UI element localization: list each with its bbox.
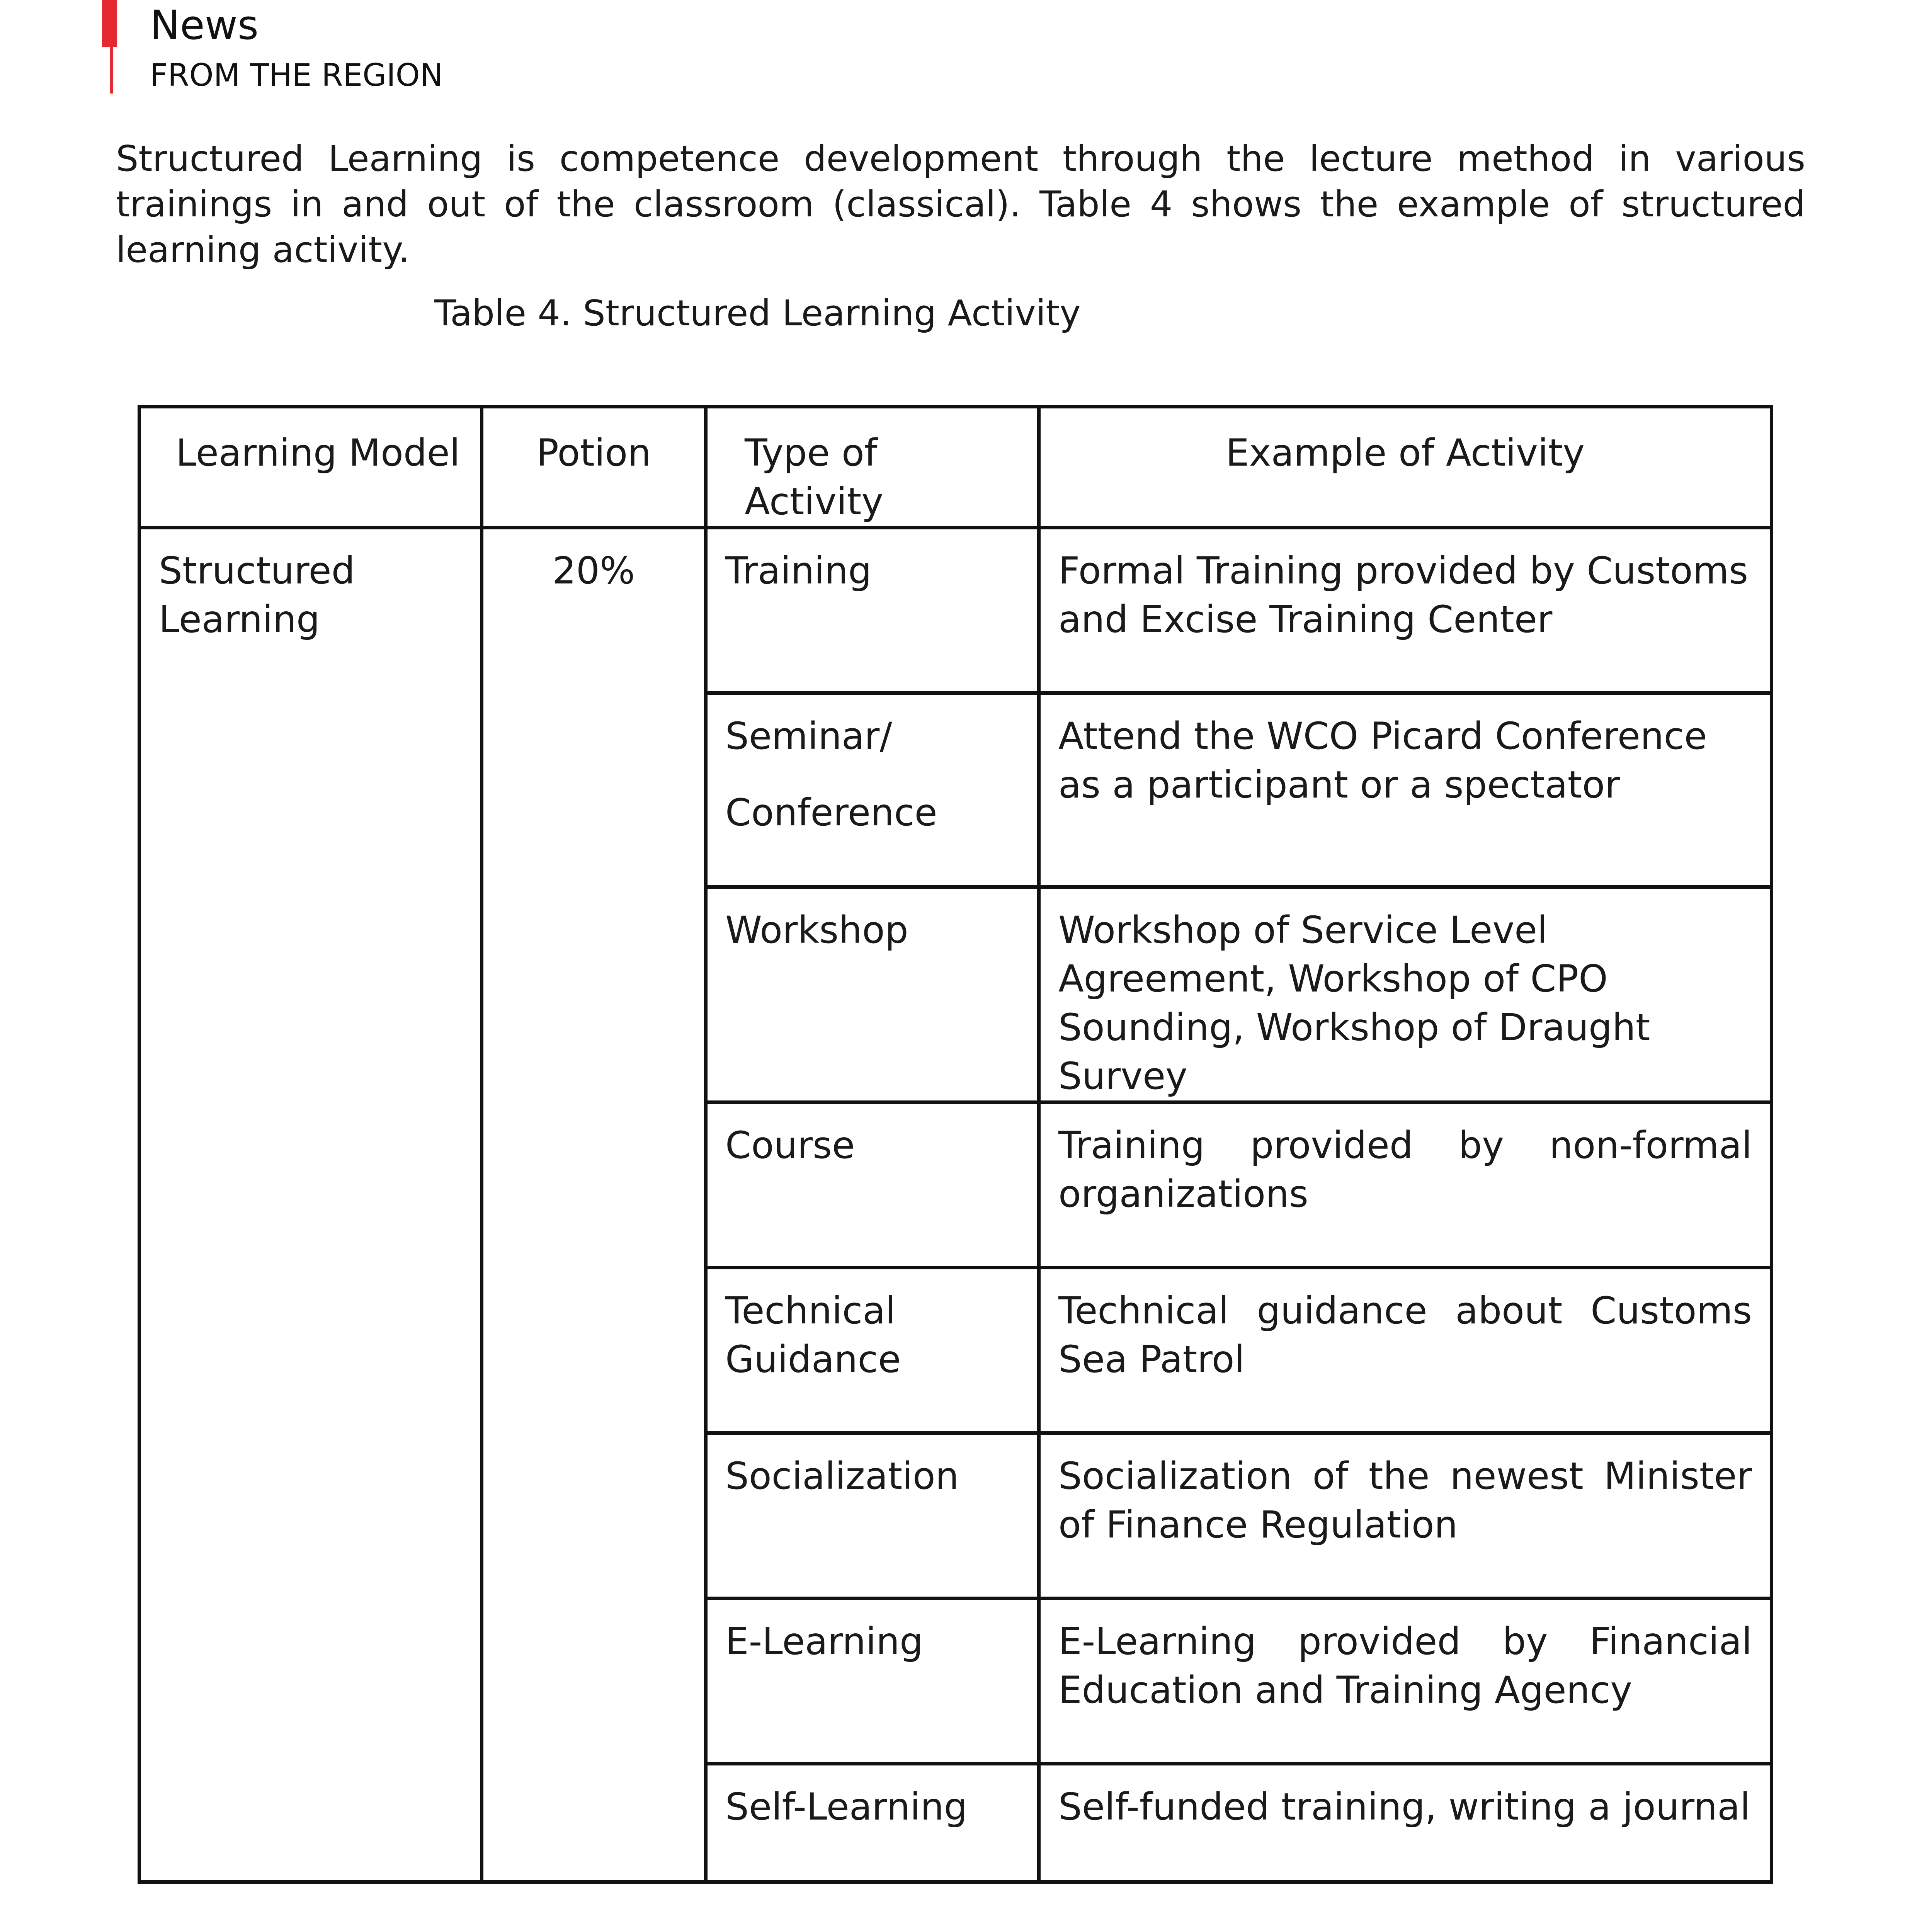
structured-learning-table [138,405,1773,1884]
activity-type-cell: Course [706,1102,1039,1268]
activity-type-cell: E-Learning [706,1599,1039,1764]
activity-example-cell: Training provided by non-formal organizations [1039,1102,1772,1268]
table-caption-wrap [0,291,1917,336]
learning-model-cell: Structured Learning [139,528,482,1882]
activity-example-cell: Workshop of Service Level Agreement, Workshop of CPO Sounding, Workshop of Draught Survey [1039,887,1772,1102]
activity-type-cell: Socialization [706,1433,1039,1599]
activity-example-cell: Technical guidance about Customs Sea Patrol [1039,1268,1772,1433]
portion-cell: 20% [482,528,706,1882]
table-caption: Table 4. Structured Learning Activity [434,293,1081,334]
header-potion: Potion [482,407,706,528]
activity-type-cell: Technical Guidance [706,1268,1039,1433]
activity-example-cell: E-Learning provided by Financial Education and Training Agency [1039,1599,1772,1764]
table-header-row [139,407,1772,528]
intro-paragraph: Structured Learning is competence development through the lecture method in various trainings in and out of the classroom (classical). Table 4 shows the example of structured learning activity. [116,138,1805,270]
activity-type-cell [706,693,1039,887]
header-accent-line [110,47,113,94]
activity-example-cell: Attend the WCO Picard Conference as a participant or a spectator [1039,693,1772,887]
header-learning-model: Learning Model [139,407,482,528]
activity-example-cell: Socialization of the newest Minister of Finance Regulation [1039,1433,1772,1599]
activity-type-line-1: Seminar/ [725,714,892,758]
activity-example-cell: Self-funded training, writing a journal [1039,1764,1772,1882]
table-row [139,528,1772,693]
section-title: News [150,2,259,49]
activity-type-cell: Workshop [706,887,1039,1102]
activity-type-cell: Self-Learning [706,1764,1039,1882]
activity-type-cell: Training [706,528,1039,693]
header-example-of-activity: Example of Activity [1039,407,1772,528]
line-gap [725,760,1019,788]
activity-type-line-2: Conference [725,791,937,834]
header-accent-bar [102,0,117,47]
header-type-of-activity: Type of Activity [706,407,1039,528]
section-subtitle: FROM THE REGION [150,57,443,93]
activity-example-cell: Formal Training provided by Customs and Excise Training Center [1039,528,1772,693]
